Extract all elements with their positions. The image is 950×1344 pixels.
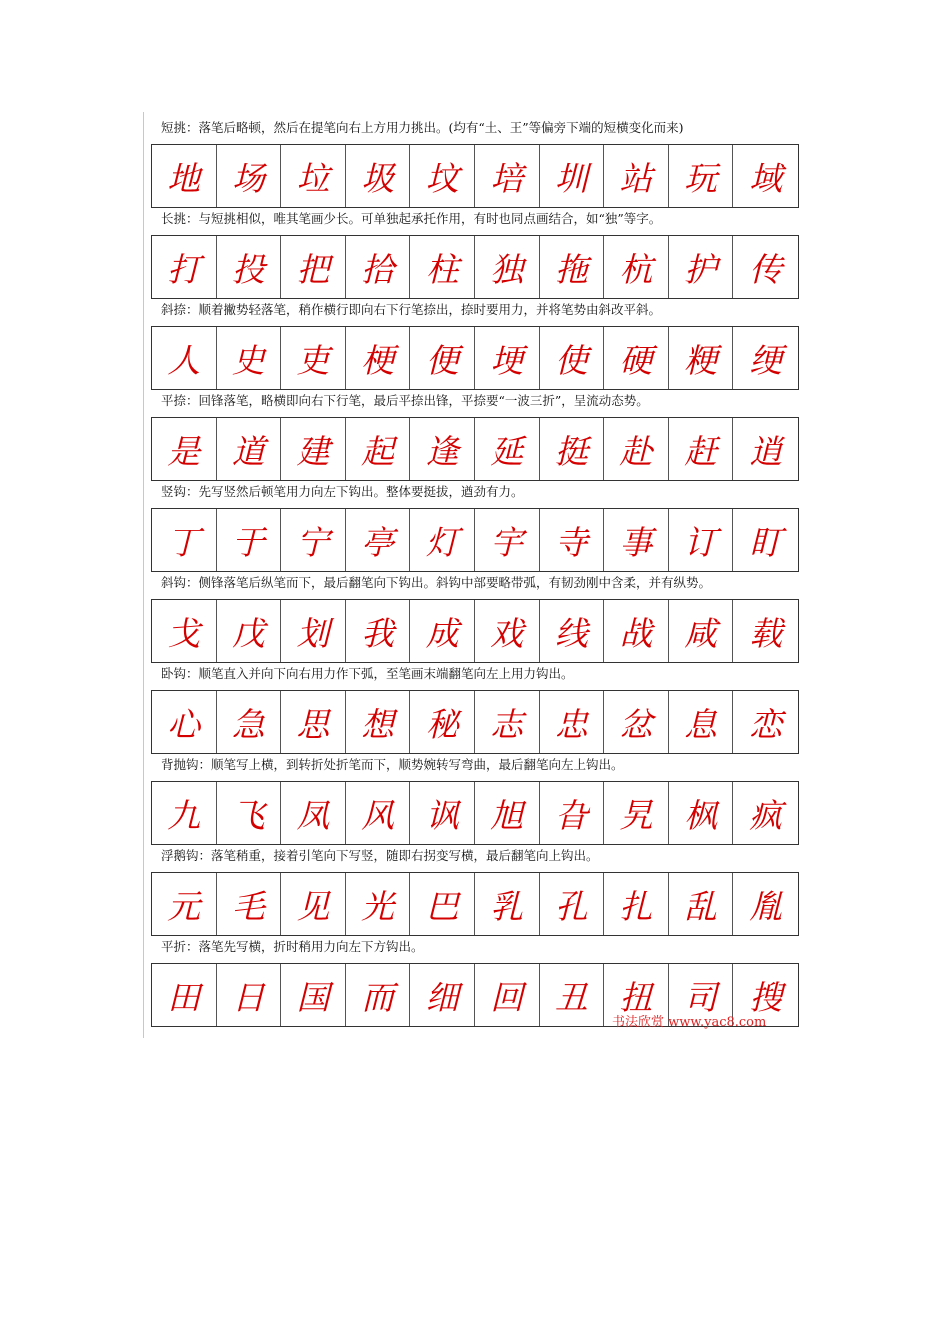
grid-character: 粳 [669, 327, 734, 389]
grid-character: 独 [475, 236, 540, 298]
grid-character: 把 [281, 236, 346, 298]
grid-character: 忿 [604, 691, 669, 753]
grid-character: 打 [152, 236, 217, 298]
stroke-description: 背抛钩：顺笔写上横，到转折处折笔而下，顺势婉转写弯曲，最后翻笔向左上钩出。 [161, 757, 624, 772]
grid-character: 搜 [749, 977, 783, 1017]
grid-character: 起 [346, 418, 411, 480]
stroke-description: 斜捺：顺着撇势轻落笔，稍作横行即向右下行笔捺出，捺时要用力，并将笔势由斜改平斜。 [161, 302, 662, 317]
grid-character: 宇 [475, 509, 540, 571]
grid-character: 道 [217, 418, 282, 480]
grid-character: 便 [410, 327, 475, 389]
grid-character: 息 [669, 691, 734, 753]
grid-character: 回 [475, 964, 540, 1026]
stroke-description: 浮鹅钩：落笔稍重，接着引笔向下写竖，随即右拐变写横，最后翻笔向上钩出。 [161, 848, 599, 863]
grid-character: 线 [540, 600, 605, 662]
grid-character: 圾 [346, 145, 411, 207]
grid-character: 域 [749, 158, 783, 198]
grid-character: 旭 [475, 782, 540, 844]
grid-character: 国 [281, 964, 346, 1026]
grid-character: 讽 [410, 782, 475, 844]
character-grid [151, 508, 799, 572]
grid-character: 逢 [410, 418, 475, 480]
grid-character: 坟 [410, 145, 475, 207]
grid-character: 胤 [749, 886, 783, 926]
site-watermark: 书法欣赏 www.yac8.com [612, 1015, 767, 1030]
grid-character: 寺 [540, 509, 605, 571]
grid-character: 培 [475, 145, 540, 207]
calligraphy-sheet [143, 112, 808, 1038]
grid-character: 人 [152, 327, 217, 389]
grid-character: 盯 [749, 522, 783, 562]
grid-character: 是 [152, 418, 217, 480]
grid-character: 咸 [669, 600, 734, 662]
grid-character: 使 [540, 327, 605, 389]
grid-character: 战 [604, 600, 669, 662]
grid-character: 旯 [604, 782, 669, 844]
character-grid [151, 872, 799, 936]
grid-character: 杭 [604, 236, 669, 298]
grid-character: 护 [669, 236, 734, 298]
grid-character: 乱 [669, 873, 734, 935]
grid-character: 田 [152, 964, 217, 1026]
grid-character: 成 [410, 600, 475, 662]
grid-character: 乳 [475, 873, 540, 935]
stroke-description: 竖钩：先写竖然后顿笔用力向左下钩出。整体要挺拔，遒劲有力。 [161, 484, 524, 499]
grid-character: 绠 [749, 340, 783, 380]
stroke-description: 卧钩：顺笔直入并向下向右用力作下弧，至笔画末端翻笔向左上用力钩出。 [161, 666, 574, 681]
grid-character: 投 [217, 236, 282, 298]
grid-character: 灯 [410, 509, 475, 571]
grid-character: 史 [217, 327, 282, 389]
grid-character: 细 [410, 964, 475, 1026]
stroke-description: 平捺：回锋落笔，略横即向右下行笔，最后平捺出锋，平捺要“一波三折”，呈流动态势。 [161, 393, 649, 408]
grid-character: 飞 [217, 782, 282, 844]
grid-character: 见 [281, 873, 346, 935]
grid-character: 孔 [540, 873, 605, 935]
grid-character: 旮 [540, 782, 605, 844]
grid-character: 挺 [540, 418, 605, 480]
grid-character: 戈 [152, 600, 217, 662]
grid-character: 拖 [540, 236, 605, 298]
grid-character: 我 [346, 600, 411, 662]
grid-character: 赴 [604, 418, 669, 480]
character-grid [151, 326, 799, 390]
grid-character: 场 [217, 145, 282, 207]
grid-character: 丑 [540, 964, 605, 1026]
grid-character: 梗 [346, 327, 411, 389]
grid-character: 想 [346, 691, 411, 753]
grid-character: 吏 [281, 327, 346, 389]
stroke-description: 长挑：与短挑相似，唯其笔画少长。可单独起承托作用，有时也同点画结合，如“独”等字。 [161, 211, 662, 226]
grid-character: 秘 [410, 691, 475, 753]
grid-character: 枫 [669, 782, 734, 844]
grid-character: 亭 [346, 509, 411, 571]
grid-character: 订 [669, 509, 734, 571]
grid-character: 逍 [749, 431, 783, 471]
grid-character: 圳 [540, 145, 605, 207]
grid-character: 司 [669, 964, 734, 1026]
grid-character: 丁 [152, 509, 217, 571]
grid-character: 疯 [749, 795, 783, 835]
character-grid [151, 690, 799, 754]
grid-character: 志 [475, 691, 540, 753]
grid-character: 风 [346, 782, 411, 844]
character-grid [151, 417, 799, 481]
grid-character: 柱 [410, 236, 475, 298]
grid-character: 传 [749, 249, 783, 289]
grid-character: 赶 [669, 418, 734, 480]
grid-character: 而 [346, 964, 411, 1026]
grid-character: 玩 [669, 145, 734, 207]
grid-character: 元 [152, 873, 217, 935]
grid-character: 站 [604, 145, 669, 207]
grid-character: 巴 [410, 873, 475, 935]
grid-character: 忠 [540, 691, 605, 753]
grid-character: 毛 [217, 873, 282, 935]
character-grid [151, 235, 799, 299]
grid-character: 地 [152, 145, 217, 207]
stroke-description: 平折：落笔先写横，折时稍用力向左下方钩出。 [161, 939, 424, 954]
grid-character: 戊 [217, 600, 282, 662]
grid-character: 划 [281, 600, 346, 662]
grid-character: 日 [217, 964, 282, 1026]
grid-character: 事 [604, 509, 669, 571]
grid-character: 于 [217, 509, 282, 571]
grid-character: 心 [152, 691, 217, 753]
grid-character: 九 [152, 782, 217, 844]
character-grid [151, 781, 799, 845]
grid-character: 扭 [604, 964, 669, 1026]
grid-character: 建 [281, 418, 346, 480]
grid-character: 恋 [749, 704, 783, 744]
grid-character: 拾 [346, 236, 411, 298]
grid-character: 硬 [604, 327, 669, 389]
stroke-description: 短挑：落笔后略顿，然后在提笔向右上方用力挑出。(均有“土、王”等偏旁下端的短横变化而来) [161, 120, 684, 135]
grid-character: 急 [217, 691, 282, 753]
stroke-description: 斜钩：侧锋落笔后纵笔而下，最后翻笔向下钩出。斜钩中部要略带弧，有韧劲刚中含柔，并有纵势。 [161, 575, 712, 590]
grid-character: 思 [281, 691, 346, 753]
grid-character: 宁 [281, 509, 346, 571]
grid-character: 垃 [281, 145, 346, 207]
grid-character: 戏 [475, 600, 540, 662]
grid-character: 扎 [604, 873, 669, 935]
character-grid [151, 599, 799, 663]
grid-character: 凤 [281, 782, 346, 844]
grid-character: 载 [749, 613, 783, 653]
character-grid [151, 144, 799, 208]
grid-character: 光 [346, 873, 411, 935]
grid-character: 埂 [475, 327, 540, 389]
grid-character: 延 [475, 418, 540, 480]
